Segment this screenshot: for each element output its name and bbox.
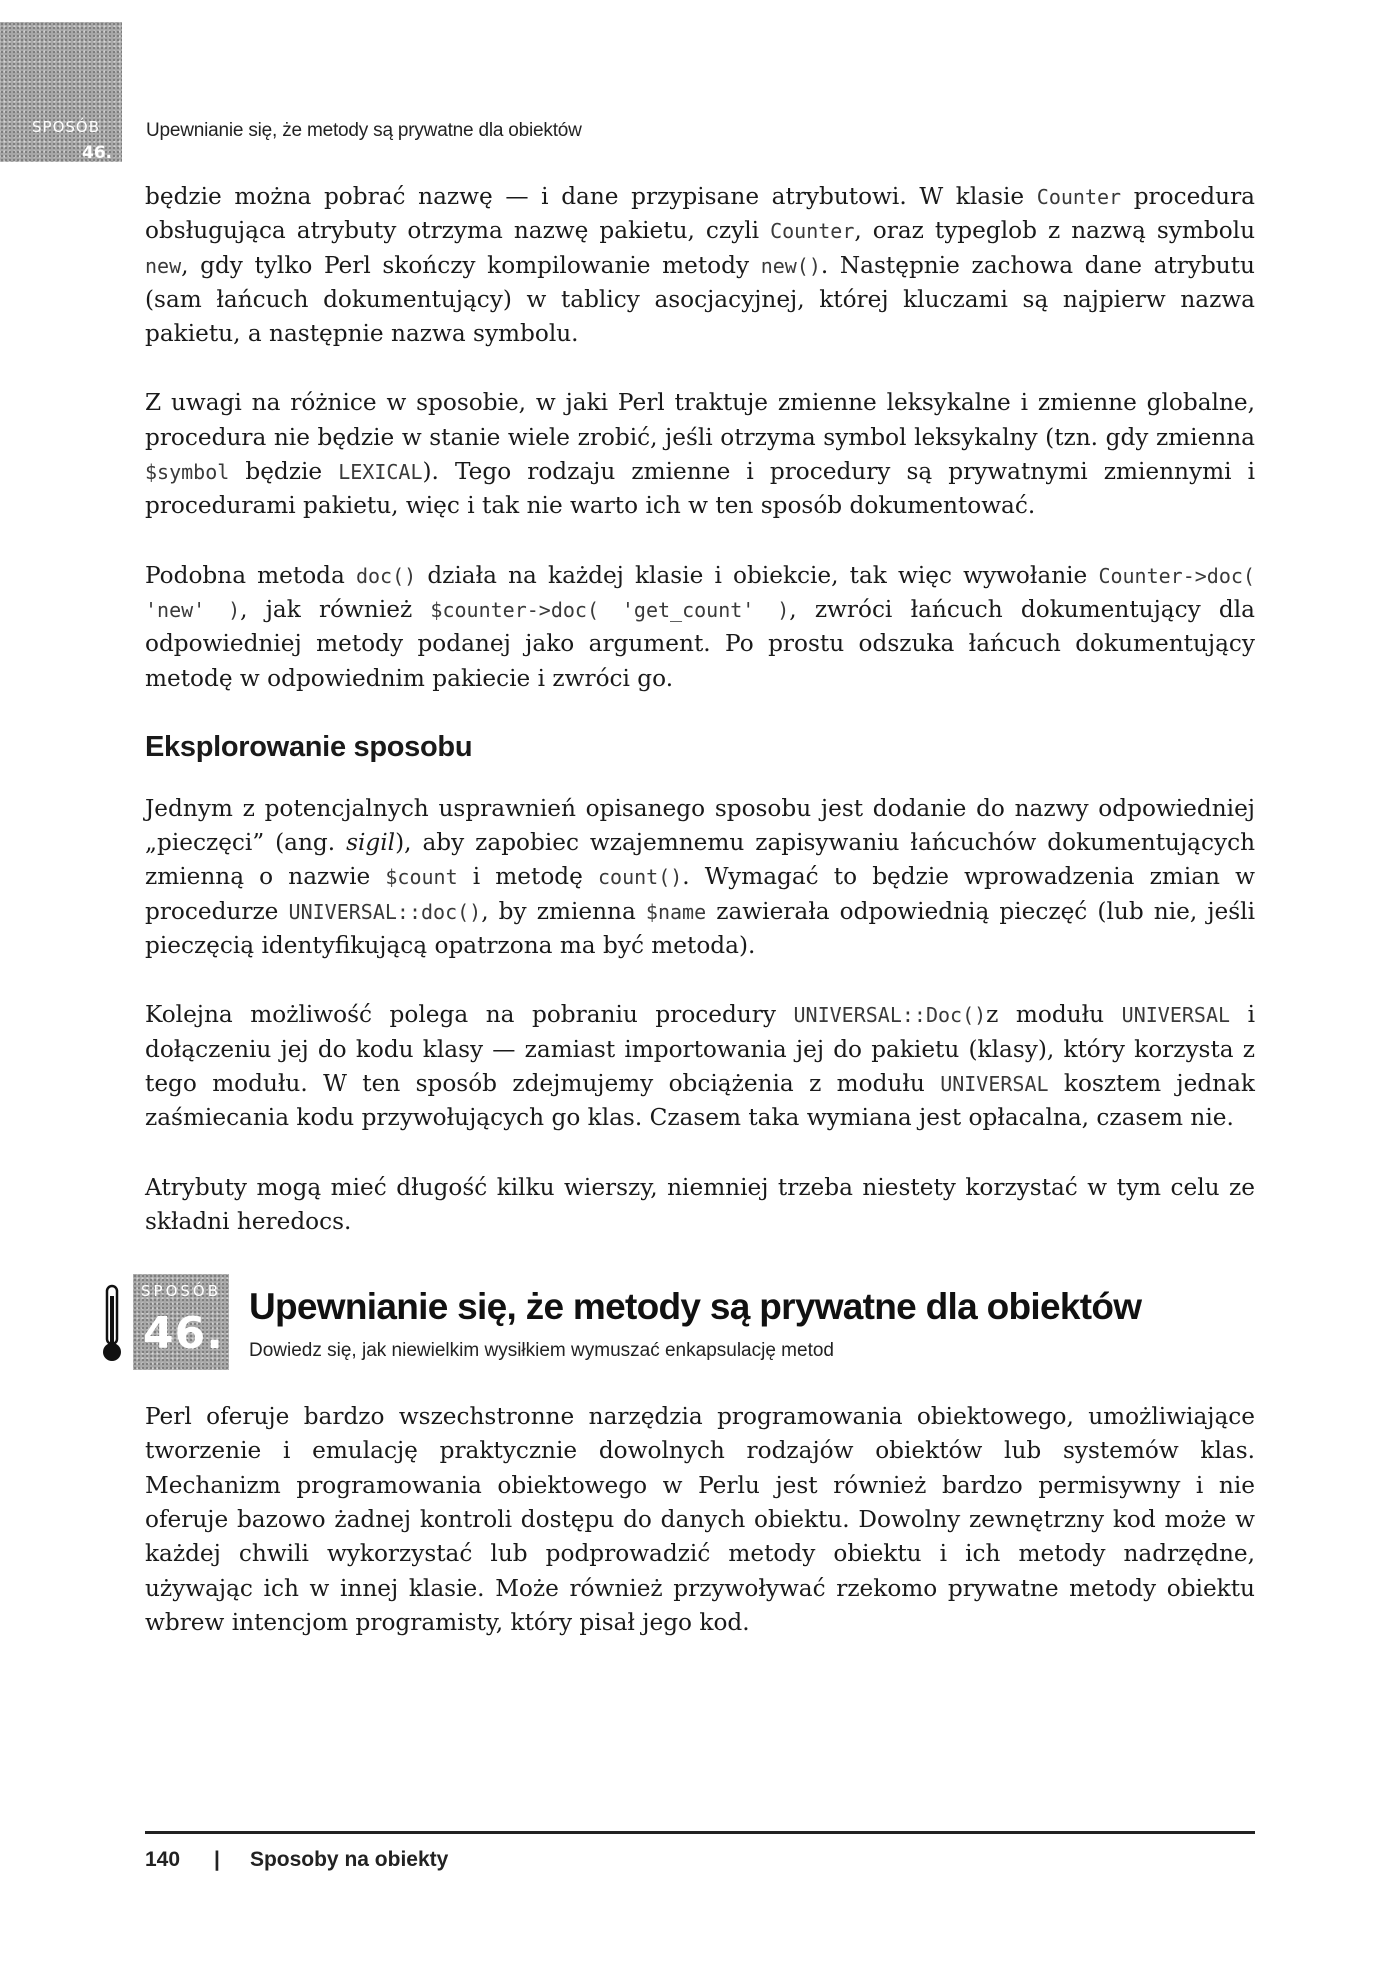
text-run: Jednym z potencjalnych usprawnień opisanego sposobu jest dodanie do nazwy odpowiedniej „pieczęci” (ang.: [145, 794, 1255, 857]
paragraph: [145, 998, 1255, 1135]
chapter-title: Sposoby na obiekty: [249, 1848, 449, 1871]
text-run: . Następnie zachowa dane atrybutu (sam łańcuch dokumentujący) w tablicy asocjacyjnej, której kluczami są najpierw nazwa pakietu, a następnie nazwa symbolu.: [145, 251, 1255, 348]
inline-code: Counter: [770, 219, 855, 244]
paragraph: [145, 792, 1255, 963]
text-run: , jak również: [240, 595, 431, 623]
hack-text: [145, 1400, 1255, 1640]
inline-code: Counter->doc( 'new' ): [145, 563, 1255, 622]
text-run: kosztem jednak zaśmiecania kodu przywołujących go klas. Czasem taka wymiana jest opłacalna, czasem nie.: [145, 1069, 1255, 1132]
text-run: Atrybuty mogą mieć długość kilku wierszy, niemniej trzeba niestety korzystać w tym celu ze składni heredocs.: [145, 1173, 1255, 1235]
text-run: będzie można pobrać nazwę — i dane przypisane atrybutowi. W klasie: [145, 183, 1037, 210]
paragraph: [145, 1400, 1255, 1640]
text-run: Perl oferuje bardzo wszechstronne narzędzia programowania obiektowego, umożliwiające tworzenie i emulację praktycznie dowolnych rodzajów obiektów lub systemów klas. Mechanizm programowania obiektowego w Perlu jest również bardzo permisywny i nie oferuje bazowo żadnej kontroli dostępu do danych obiektu. Dowolny zewnętrzny kod może w każdej chwili wykorzystać lub podprowadzić metody obiektu i ich metody nadrzędne, używając ich w innej klasie. Może również przywoływać rzekomo prywatne metody obiektu wbrew intencjom programisty, który pisał jego kod.: [145, 1403, 1255, 1636]
section-tab: [0, 22, 122, 162]
hack-title: Upewnianie się, że metody są prywatne dla obiektów: [249, 1286, 1142, 1328]
inline-code: doc(): [355, 563, 417, 588]
hack-badge-number: 46.: [143, 1308, 224, 1360]
thermometer-icon: [101, 1284, 123, 1364]
hack-header: [101, 1274, 1255, 1372]
page-number: 140: [145, 1848, 181, 1871]
text-run: , zwróci łańcuch dokumentujący dla odpowiedniej metody podanej jako argument. Po prostu odszuka łańcuch dokumentujący metodę w odpowiednim pakiecie i zwróci go.: [145, 595, 1255, 692]
text-run: zawierała odpowiednią pieczęć (lub nie, jeśli pieczęcią identyfikującą opatrzona ma być metoda).: [145, 897, 1255, 960]
page-footer: [145, 1848, 448, 1872]
text-run: Z uwagi na różnice w sposobie, w jaki Perl traktuje zmienne leksykalne i zmienne globalne, procedura nie będzie w stanie wiele zrobić, jeśli otrzyma symbol leksykalny (tzn. gdy zmienna: [145, 389, 1255, 451]
tab-number: 46.: [82, 143, 113, 163]
inline-code: UNIVERSAL::Doc(): [793, 1003, 987, 1028]
paragraph: [145, 1171, 1255, 1240]
text-run: z modułu: [986, 1001, 1122, 1029]
inline-code: LEXICAL: [338, 460, 423, 485]
inline-code: $symbol: [145, 460, 230, 485]
section-heading: Eksplorowanie sposobu: [145, 730, 473, 763]
text-run: i dołączeniu jej do kodu klasy — zamiast importowania jej do pakietu (klasy), który korzysta z tego modułu. W ten sposób zdejmujemy obciążenia z modułu: [145, 1001, 1255, 1097]
text-run: i metodę: [457, 863, 598, 891]
text-run: , by zmienna: [481, 897, 646, 925]
text-run: . Wymagać to będzie wprowadzenia zmian w procedurze: [145, 863, 1255, 925]
text-run: , oraz typeglob z nazwą symbolu: [854, 217, 1255, 245]
emphasis: sigil: [346, 829, 396, 857]
inline-code: new(): [760, 253, 821, 278]
page-content: [141, 180, 1256, 1675]
running-head: Upewnianie się, że metody są prywatne dla obiektów: [146, 120, 582, 141]
inline-code: count(): [597, 865, 683, 890]
text-run: ). Tego rodzaju zmienne i procedury są prywatnymi zmiennymi i procedurami pakietu, więc i tak nie warto ich w ten sposób dokumentować.: [145, 458, 1255, 520]
tab-word: SPOSÓB: [32, 118, 100, 136]
hack-badge-word: SPOSÓB: [141, 1282, 221, 1301]
footer-rule: [145, 1831, 1255, 1834]
paragraph: [145, 386, 1255, 523]
inline-code: $name: [645, 899, 707, 924]
text-run: będzie: [229, 458, 339, 486]
paragraph: [145, 180, 1255, 351]
paragraph: [145, 559, 1255, 696]
footer-separator: |: [214, 1848, 220, 1871]
hack-subtitle: Dowiedz się, jak niewielkim wysiłkiem wymuszać enkapsulację metod: [249, 1340, 834, 1362]
text-run: procedura obsługująca atrybuty otrzyma nazwę pakietu, czyli: [145, 183, 1255, 245]
text-run: Kolejna możliwość polega na pobraniu procedury: [145, 1001, 794, 1029]
text-run: , gdy tylko Perl skończy kompilowanie metody: [181, 251, 761, 279]
inline-code: Counter: [1036, 185, 1122, 209]
inline-code: UNIVERSAL: [1121, 1003, 1231, 1028]
inline-code: UNIVERSAL: [940, 1071, 1049, 1096]
text-run: Podobna metoda: [145, 561, 356, 589]
text-run: ), aby zapobiec wzajemnemu zapisywaniu łańcuchów dokumentujących zmienną o nazwie: [145, 829, 1256, 891]
section-text: [145, 792, 1255, 1239]
intro-text: [145, 180, 1255, 696]
inline-code: new: [145, 253, 182, 278]
hack-badge: [133, 1274, 229, 1370]
text-run: działa na każdej klasie i obiekcie, tak więc wywołanie: [416, 561, 1099, 589]
inline-code: $counter->doc( 'get_count' ): [430, 597, 790, 622]
inline-code: $count: [385, 865, 458, 890]
inline-code: UNIVERSAL::doc(): [288, 899, 482, 924]
